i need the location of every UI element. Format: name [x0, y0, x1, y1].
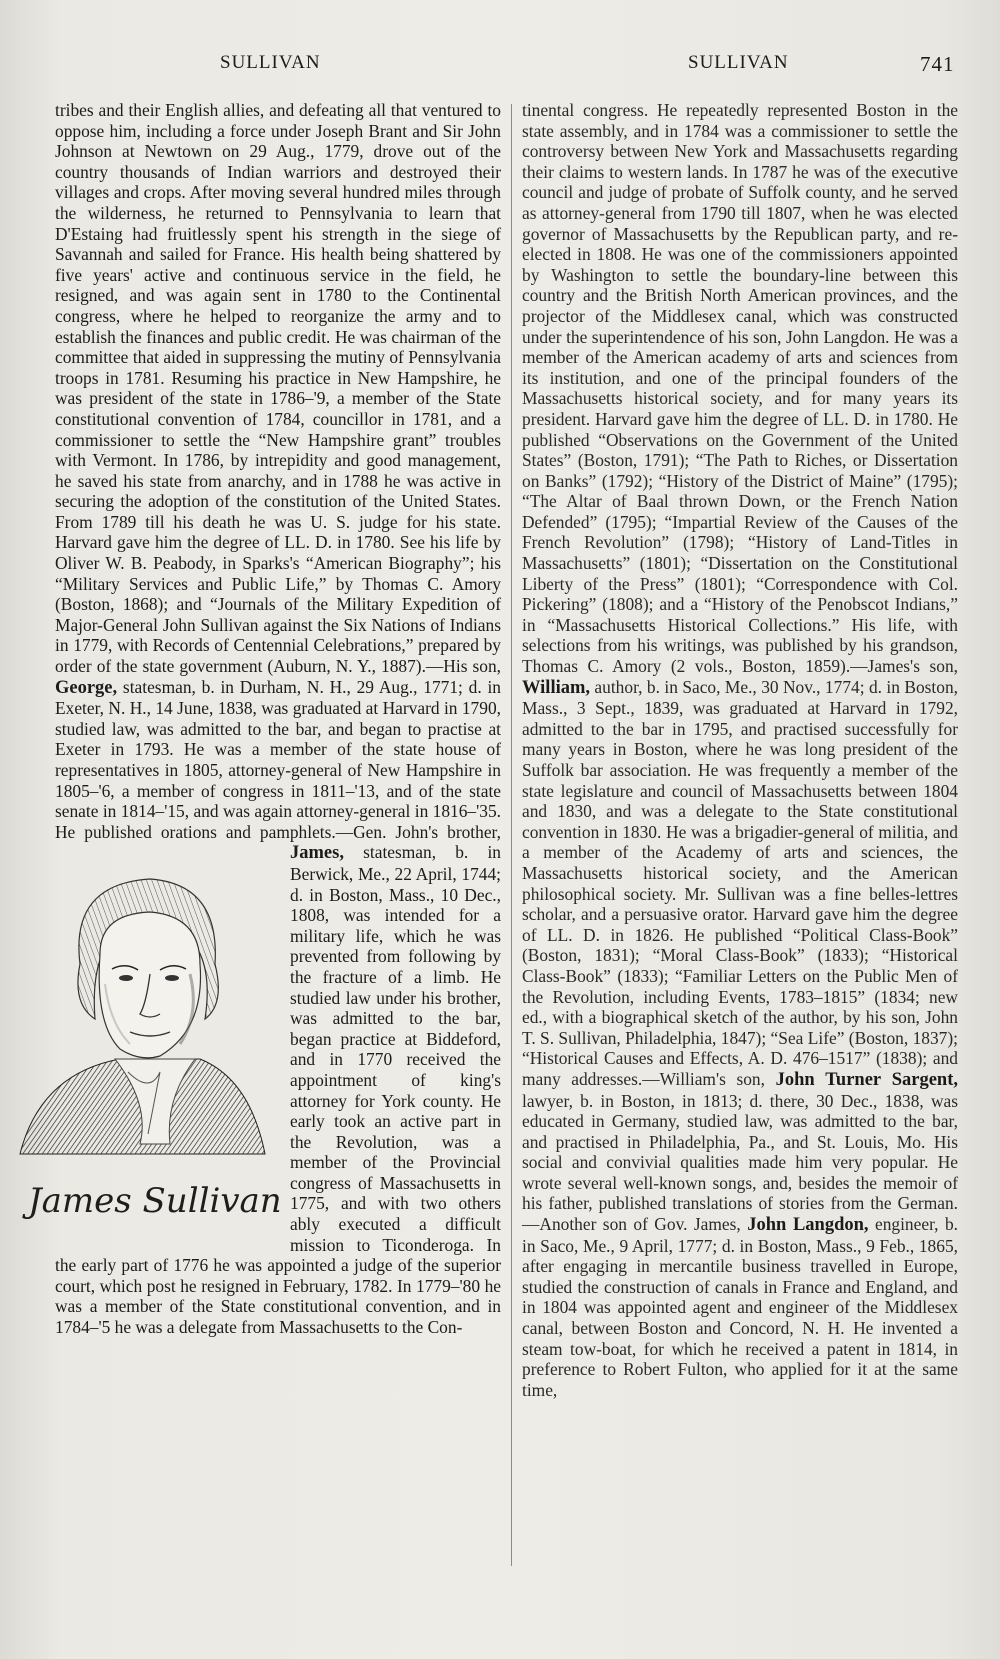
entry-name-william: William,: [522, 677, 591, 698]
body-text: tinental congress. He repeatedly represented Boston in the state assembly, and in 1784 was a commissioner to settle the controversy between New York and Massachusetts regarding their claims to western lands. In 1787 he was of the executive council and judge of probate of Suffolk county, and he served as attorney-general from 1790 till 1807, when he was elected governor of Massachusetts by the Republican party, and re-elected in 1808. He was one of the commissioners appointed by Washington to settle the boundary-line between this country and the British North American provinces, and the projector of the Middlesex canal, which was constructed under the superintendence of his son, John Langdon. He was a member of the American academy of arts and sciences from its institution, and one of the principal founders of the Massachusetts historical society, and for many years its president. Harvard gave him the degree of LL. D. in 1780. He published “Observations on the Government of the United States” (Boston, 1791); “The Path to Riches, or Dissertation on Banks” (1792); “History of the District of Maine” (1795); “The Altar of Baal thrown Down, or the French Nation Defended” (1795); “Impartial Review of the Causes of the French Revolution” (1798); “History of Land-Titles in Massachusetts” (1801); “Dissertation on the Constitutional Liberty of the Press” (1801); “Correspondence with Col. Pickering” (1808); and a “History of the Penobscot Indians,” in “Massachusetts Historical Collections.” His life, with selections from his writings, was published by his grandson, Thomas C. Amory (2 vols., Boston, 1859).—James's son,: [522, 100, 958, 677]
running-header: [0, 52, 1000, 82]
body-text: tribes and their English allies, and defeating all that ventured to oppose him, including a force under Joseph Brant and Sir John Johnson at Newtown on 29 Aug., 1779, drove out of the country thousands of Indian warriors and destroyed their villages and crops. After moving several hundred miles through the wilderness, he returned to Pennsylvania to learn that D'Estaing had fruitlessly spent his strength in the siege of Savannah and sailed for France. His health being shattered by five years' active and continuous service in the field, he resigned, and was again sent in 1780 to the Continental congress, where he helped to reorganize the army and to establish the finances and public credit. He was chairman of the committee that aided in suppressing the mutiny of Pennsylvania troops in 1781. Resuming his practice in New Hampshire, he was president of the state in 1786–'9, a member of the State constitutional convention of 1784, councillor in 1781, and a commissioner to settle the “New Hampshire grant” troubles with Vermont. In 1786, by intrepidity and good management, he saved his state from anarchy, and in 1788 he was active in securing the adoption of the constitution of the United States. From 1789 till his death he was U. S. judge for his state. Harvard gave him the degree of LL. D. in 1780. See his life by Oliver W. B. Peabody, in Sparks's “American Biography”; his “Military Services and Public Life,” by Thomas C. Amory (Boston, 1868); and “Journals of the Military Expedition of Major-General John Sullivan against the Six Nations of Indians in 1779, with Records of Centennial Celebrations,” prepared by order of the state government (Auburn, N. Y., 1887).—His son,: [55, 100, 501, 677]
running-head-right: SULLIVAN: [688, 52, 789, 73]
entry-name-john-turner-sargent: John Turner Sargent,: [775, 1069, 958, 1090]
running-head-left: SULLIVAN: [220, 52, 321, 73]
body-text: statesman, b. in Durham, N. H., 29 Aug., 1771; d. in Exeter, N. H., 14 June, 1838, was graduated at Harvard in 1790, studied law, was admitted to the bar, and began to practise at Exeter in 1793. He was a member of the state house of representatives in 1805, attorney-general of New Hampshire in 1805–'6, a member of congress in 1811–'13, and of the state senate in 1814–'15, and was again attorney-general in 1816–'35. He published orations and pamphlets.—Gen. John's brother,: [55, 676, 501, 842]
entry-name-james: James,: [290, 843, 344, 864]
left-column: [28, 100, 501, 1338]
james-sullivan-portrait: [0, 844, 290, 1244]
body-text: author, b. in Saco, Me., 30 Nov., 1774; d. in Boston, Mass., 3 Sept., 1839, was graduated at Harvard in 1792, admitted to the bar in 1795, and practised successfully for many years in Boston, where he was long president of the Suffolk bar association. He was frequently a member of the state legislature and council of Massachusetts between 1804 and 1830, and was a delegate to the State constitutional convention in 1830. He was a brigadier-general of militia, and a member of the Academy of arts and sciences, the Massachusetts historical society, and the American philosophical society. Mr. Sullivan was a fine belles-lettres scholar, and a persuasive orator. Harvard gave him the degree of LL. D. in 1826. He published “Political Class-Book” (Boston, 1831); “Moral Class-Book” (1833); “Historical Class-Book” (1833); “Familiar Letters on the Public Men of the Revolution, including Events, 1783–1815” (1834; new ed., with a biographical sketch of the author, by his son, John T. S. Sullivan, Philadelphia, 1847); “Sea Life” (Boston, 1837); “Historical Causes and Effects, A. D. 476–1517” (1838); and many addresses.—William's son,: [522, 676, 958, 1089]
left-column-text: [28, 100, 501, 1338]
page-number: 741: [920, 52, 955, 76]
entry-name-george: George,: [55, 677, 118, 698]
engraved-portrait-image: [0, 844, 290, 1244]
signature-text: James Sullivan: [28, 1181, 282, 1222]
entry-name-john-langdon: John Langdon,: [747, 1215, 869, 1236]
column-divider: [511, 104, 512, 1566]
body-text: statesman, b. in Berwick, Me., 22 April, 1744; d. in Boston, Mass., 10 Dec., 1808, was intended for a military life, which he was prevented from following by the fracture of a limb. He studied law under his brother, was admitted to the bar, began practice at Biddeford, and in 1770 received the appointment of king's attorney for York county. He early took an active part in the Revolution, was a member of the Provincial congress of Massachusetts in 1775, and with two others ably executed a difficult mission to Ticonderoga. In the early part of 1776 he was appointed a judge of the superior court, which post he resigned in February, 1782. In 1779–'80 he was a member of the State constitutional convention, and in 1784–'5 he was a delegate from Massachusetts to the Con-: [55, 842, 501, 1338]
body-text: engineer, b. in Saco, Me., 9 April, 1777; d. in Boston, Mass., 9 Feb., 1865, after engaging in mercantile business travelled in Europe, studied the construction of canals in France and England, and in 1804 was appointed agent and engineer of the Middlesex canal, between Boston and Concord, N. H. He invented a steam tow-boat, for which he received a patent in 1814, in preference to Robert Fulton, who applied for it at the same time,: [522, 1214, 958, 1400]
body-text: lawyer, b. in Boston, in 1813; d. there, 30 Dec., 1838, was educated in Germany, studied law, was admitted to the bar, and practised in Philadelphia, Pa., and St. Louis, Mo. His social and convivial qualities made him very popular. He wrote several well-known songs, and, besides the memoir of his father, published translations of stories from the German.—Another son of Gov. James,: [522, 1090, 958, 1235]
right-column-text: [522, 100, 958, 1400]
right-column: [522, 100, 958, 1400]
